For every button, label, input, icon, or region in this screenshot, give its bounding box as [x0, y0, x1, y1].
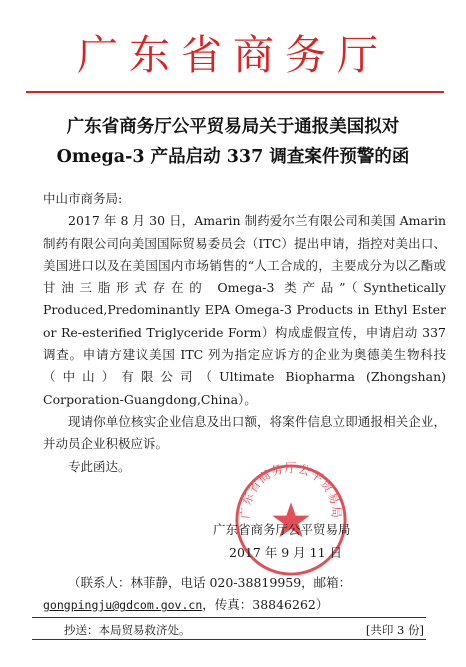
footer-cc: 抄送：本局贸易救济处。	[64, 623, 191, 637]
footer-rule-top	[32, 617, 426, 618]
contact-line-1: （联系人：林菲静，电话 020-38819959，邮箱：	[68, 575, 352, 590]
document-title-line-1: 广东省商务厅公平贸易局关于通报美国拟对	[66, 117, 400, 137]
body-paragraph-2: 现请你单位核实企业信息及出口额，将案件信息立即通报相关企业，并动员企业积极应诉。	[43, 413, 446, 452]
signature-date: 2017 年 9 月 11 日	[229, 545, 343, 560]
letterhead	[0, 0, 466, 95]
document-title-line-2: Omega-3 产品启动 337 调查案件预警的函	[56, 147, 410, 167]
letterhead-rule	[26, 91, 444, 93]
document-title	[20, 112, 446, 172]
addressee: 中山市商务局:	[43, 191, 123, 206]
seal-text: 广东省商务厅公平贸易局	[238, 461, 344, 520]
letterhead-title: 广东省商务厅	[77, 31, 389, 79]
footer-copies: [共印 3 份]	[365, 623, 424, 637]
contact-email-link[interactable]: gongpingju@gdcom.gov.cn	[43, 598, 203, 612]
contact-line-2	[43, 595, 328, 613]
body-paragraph-3: 专此函达。	[68, 458, 131, 474]
contact-fax: ，传真：38846262）	[202, 597, 329, 612]
document-body	[43, 188, 446, 478]
footer-rule-bottom	[32, 639, 426, 640]
body-paragraph-1: 2017 年 8 月 30 日，Amarin 制药爱尔兰有限公司和美国 Amarin 制药有限公司向美国国际贸易委员会（ITC）提出申请，指控对美出口、美国进口以及在美国国内市场销售的“人工合成的，主要成分为以乙酯或甘油三脂形式存在的 Omega-3 类产品”（Synthetically Produced,Predominantly EPA Omega-3 Products in Ethyl Ester or Re-esterified Triglyceride Form）构成虚假宣传，申请启动 337 调查。申请方建议美国 ITC 列为指定应诉方的企业为奥德美生物科技（中山）有限公司（Ultimate Biopharma (Zhongshan) Corporation-Guangdong,China）。	[43, 213, 446, 407]
signature-unit: 广东省商务厅公平贸易局	[213, 522, 351, 537]
